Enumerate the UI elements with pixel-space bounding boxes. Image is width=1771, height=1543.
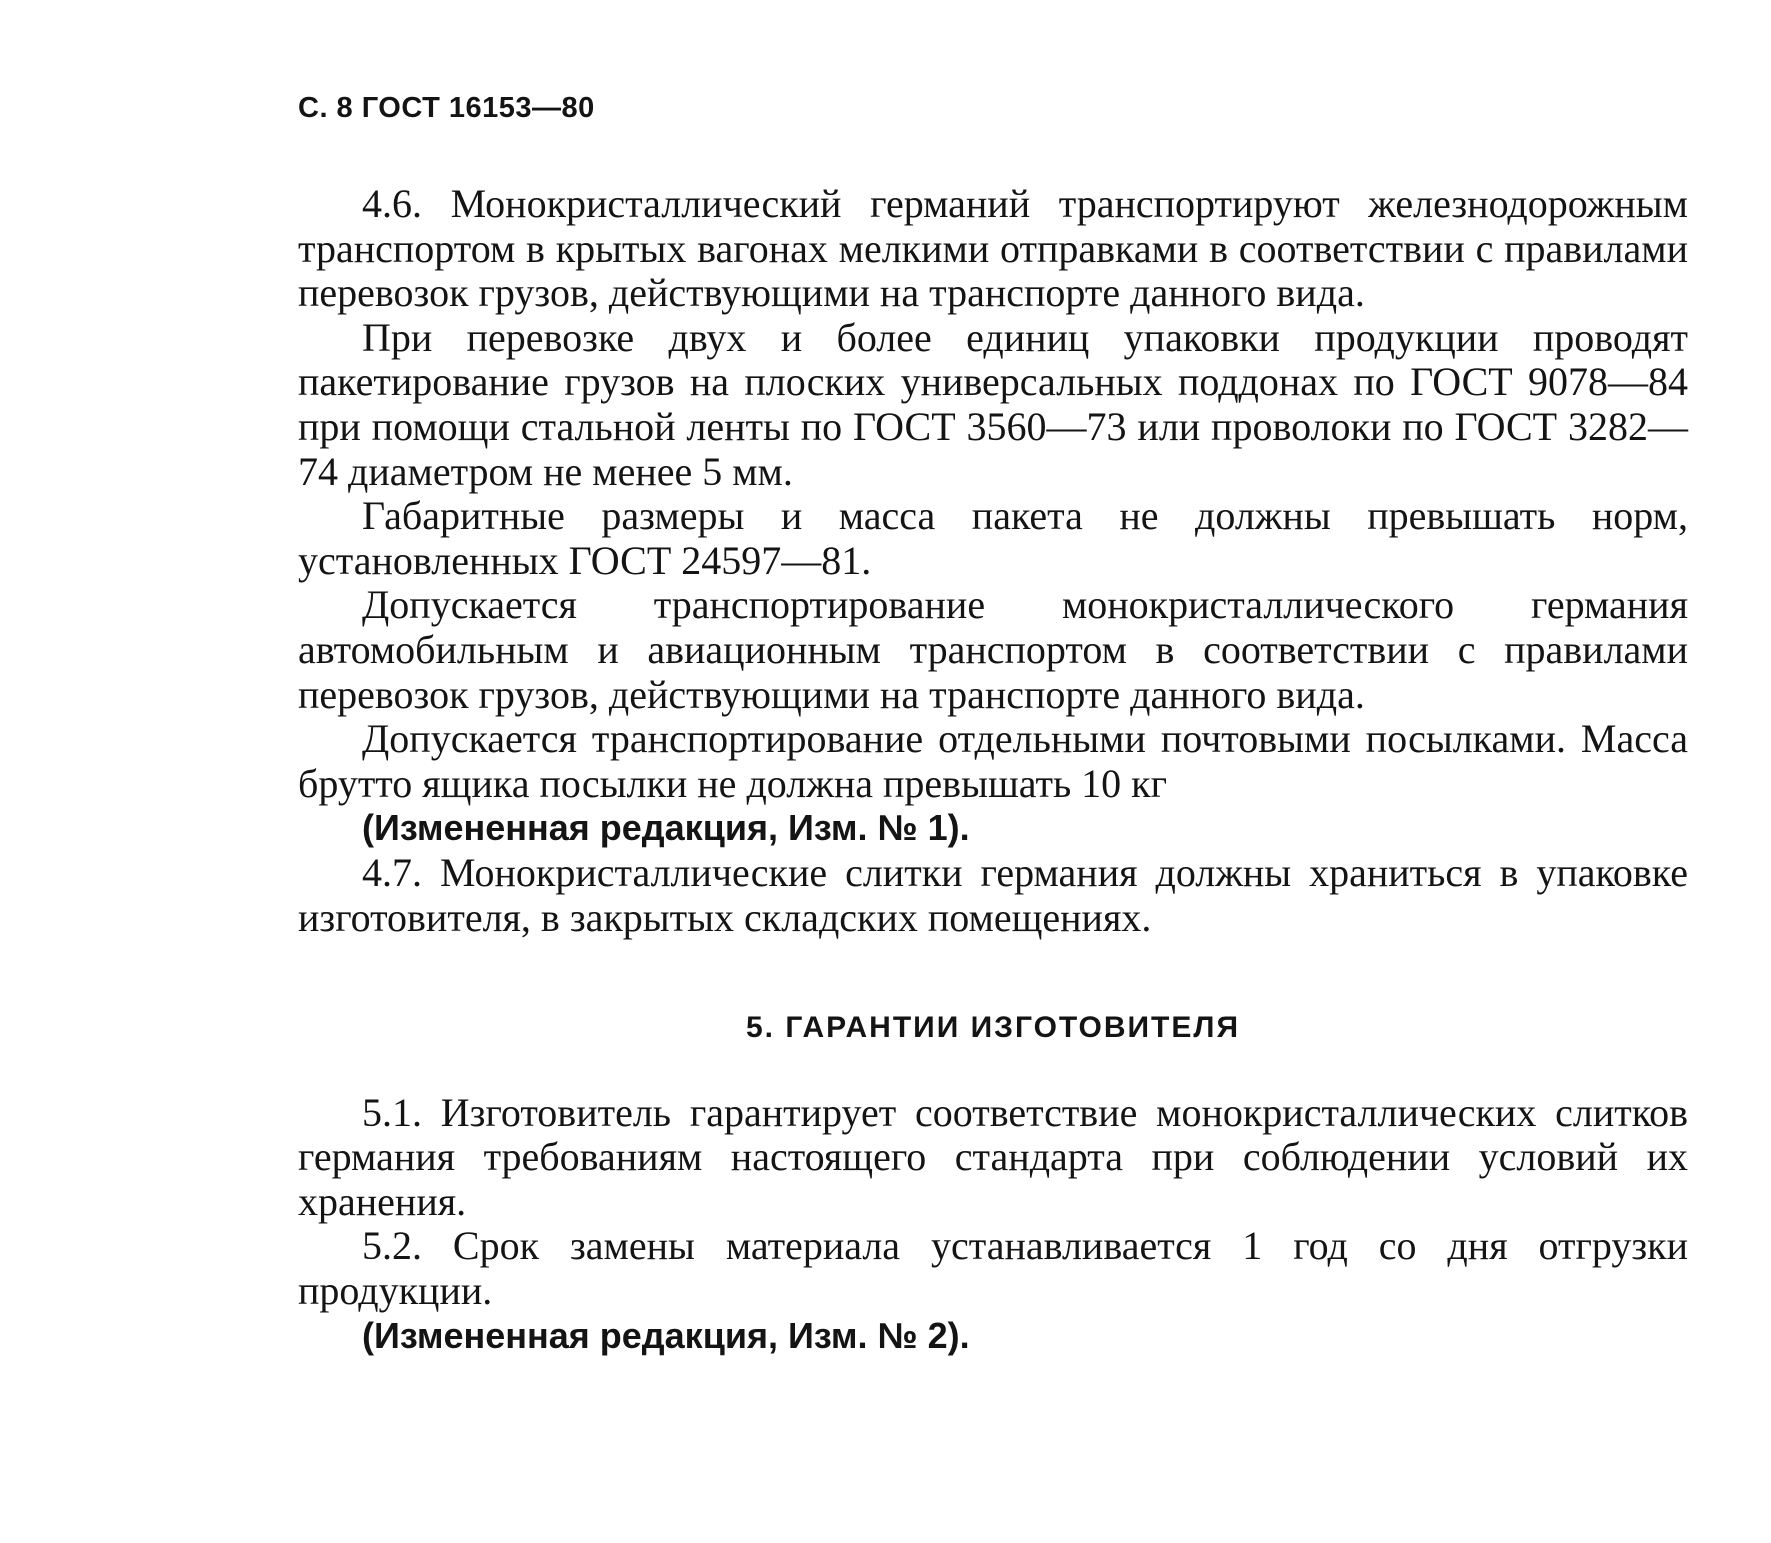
- paragraph-5-2: 5.2. Срок замены материала устанавливается 1 год со дня отгрузки продукции.: [298, 1223, 1688, 1314]
- section-5-title: 5. ГАРАНТИИ ИЗГОТОВИТЕЛЯ: [745, 1011, 1240, 1045]
- document-body: [298, 182, 1688, 1358]
- paragraph-4-7: 4.7. Монокристаллические слитки германия должны храниться в упаковке изготовителя, в закрытых складских помещениях.: [298, 849, 1688, 940]
- amendment-note-1: (Измененная редакция, Изм. № 1).: [362, 807, 970, 849]
- paragraph-postal: Допускается транспортирование отдельными почтовыми посылками. Масса брутто ящика посылки не должна превышать 10 кг: [298, 716, 1688, 806]
- page-header: С. 8 ГОСТ 16153—80: [298, 92, 595, 124]
- amendment-note-2: (Измененная редакция, Изм. № 2).: [362, 1314, 970, 1356]
- paragraph-packaging: При перевозке двух и более единиц упаковки продукции проводят пакетирование грузов на плоских универсальных поддонах по ГОСТ 9078—84 при помощи стальной ленты по ГОСТ 3560—73 или проволоки по ГОСТ 3282—74 диаметром не менее 5 мм.: [298, 314, 1688, 494]
- paragraph-dimensions: Габаритные размеры и масса пакета не должны превышать норм, установленных ГОСТ 24597—81.: [298, 493, 1688, 583]
- paragraph-5-1: 5.1. Изготовитель гарантирует соответствие монокристаллических слитков германия требованиям настоящего стандарта при соблюдении условий их хранения.: [298, 1089, 1688, 1224]
- paragraph-auto-air-transport: Допускается транспортирование монокристаллического германия автомобильным и авиационным транспортом в соответствии с правилами перевозок грузов, действующими на транспорте данного вида.: [298, 582, 1688, 717]
- paragraph-4-6: 4.6. Монокристаллический германий транспортируют железнодорожным транспортом в крытых вагонах мелкими отправками в соответствии с правилами перевозок грузов, действующими на транспорте данного вида.: [298, 181, 1688, 316]
